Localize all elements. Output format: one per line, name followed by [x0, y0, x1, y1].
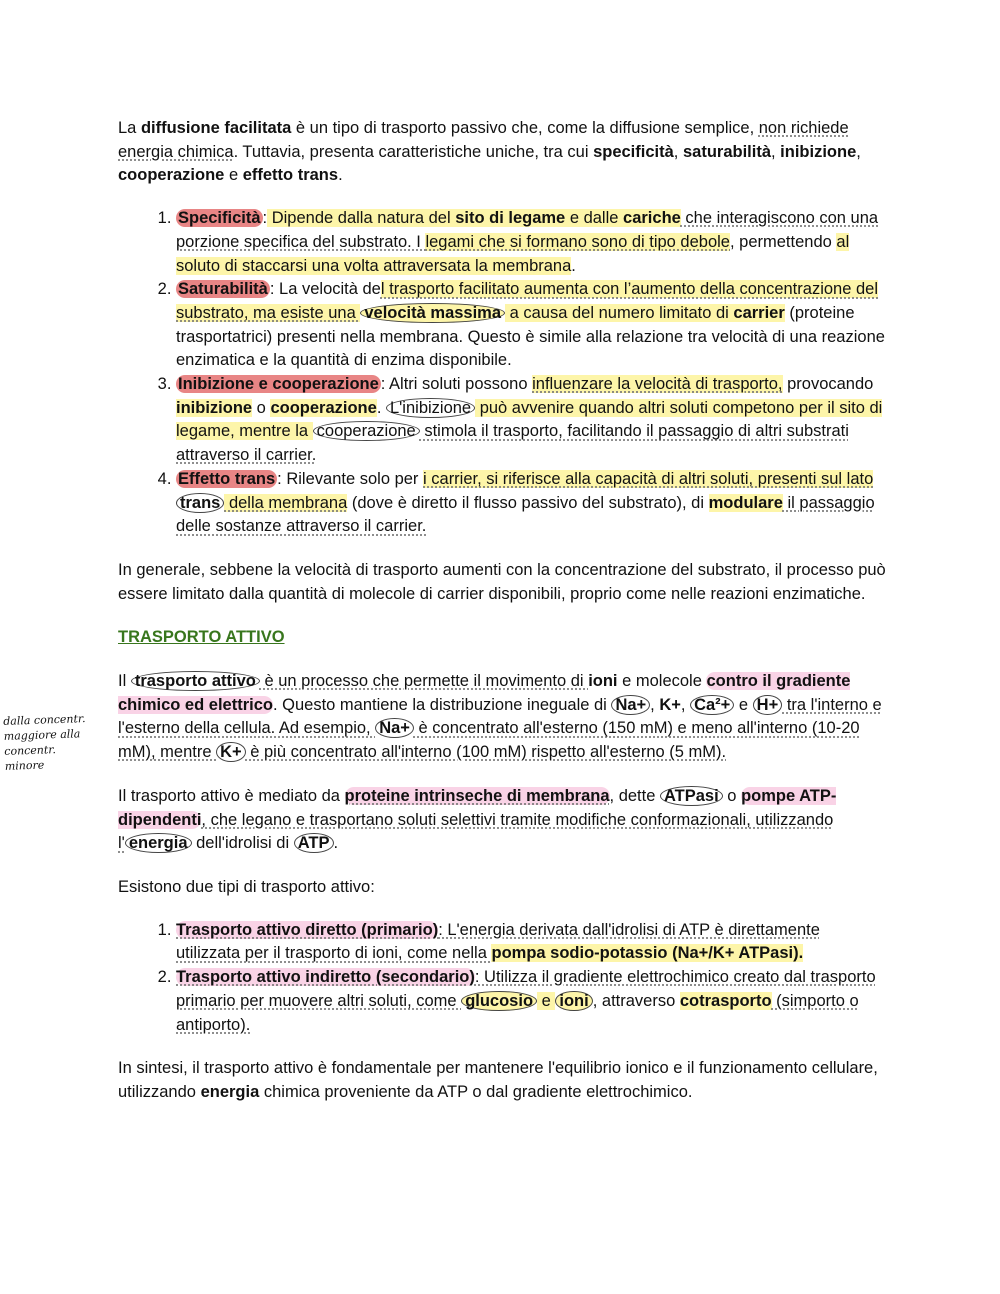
list-item-saturabilita: 2. Saturabilità : La velocità del trasporto facilitato aumenta con l’aumento della concentrazione del substrato, ma esiste una velocità massima a causa del numero limitato di carrier (proteine trasportatrici) presenti nella membrana. Questo è simile alla relazione tra velocità di una reazione enzimatica e la quantità di enzima disponibile. — [176, 278, 888, 373]
document-page — [118, 117, 888, 1105]
section-heading: TRASPORTO ATTIVO — [118, 628, 285, 647]
two-types-paragraph: Esistono due tipi di trasporto attivo: — [118, 877, 375, 896]
handwritten-margin-note — [3, 710, 115, 774]
list-item-secondario: 2. Trasporto attivo indiretto (secondario): Utilizza il gradiente elettrochimico creato dal trasporto primario per muovere altri soluti, come glucosio e ioni , attraverso cotrasporto (simporto o antiporto). — [176, 966, 888, 1037]
list-item-specificita: 1. Specificità : Dipende dalla natura del sito di legame e dalle cariche che interagiscono con una porzione specifica del substrato. I legami che si formano sono di tipo debole, permettendo al soluto di staccarsi una volta attraversata la membrana. — [176, 207, 888, 278]
intro-paragraph: La diffusione facilitata è un tipo di trasporto passivo che, come la diffusione semplice, non richiede energia chimica. Tuttavia, presenta caratteristiche uniche, tra cui specificità, saturabilità, inibizione, cooperazione e effetto trans. — [118, 119, 861, 185]
margin-note-line: dalla concentr. — [3, 712, 86, 728]
general-paragraph: In generale, sebbene la velocità di trasporto aumenti con la concentrazione del substrato, il processo può essere limitato dalla quantità di molecole di carrier disponibili, proprio come nelle reazioni enzimatiche. — [118, 560, 886, 603]
list-item-primario: 1. Trasporto attivo diretto (primario): L'energia derivata dall'idrolisi di ATP è direttamente utilizzata per il trasporto di ioni, come nella pompa sodio-potassio (Na+/K+ ATPasi). — [176, 919, 888, 966]
margin-note-line: maggiore alla — [3, 727, 81, 743]
list-item-effetto-trans: 4. Effetto trans : Rilevante solo per i carrier, si riferisce alla capacità di altri soluti, presenti sul lato trans della membrana (dove è diretto il flusso passivo del substrato), di modulare il passaggio delle sostanze attraverso il carrier. — [176, 468, 888, 539]
mediato-paragraph: Il trasporto attivo è mediato da proteine intrinseche di membrana, dette ATPasi o pompe ATP-dipendenti, che legano e trasportano soluti selettivi tramite modifiche conformazionali, utilizzando l' energia dell'idrolisi di ATP . — [118, 786, 837, 853]
margin-note-line: concentr. — [4, 743, 57, 758]
attivo-paragraph: Il trasporto attivo è un processo che permette il movimento di ioni e molecole contro il gradiente chimico ed elettrico. Questo mantiene la distribuzione ineguale di Na+ , K+, Ca²+ e H+ tra l'interno e l'esterno della cellula. Ad esempio, Na+ è concentrato all'esterno (150 mM) e meno all'interno (10-20 mM), mentre K+ è più concentrato all'interno (100 mM) rispetto all'esterno (5 mM). — [118, 672, 882, 762]
sintesi-paragraph: In sintesi, il trasporto attivo è fondamentale per mantenere l'equilibrio ionico e il funzionamento cellulare, utilizzando energia chimica proveniente da ATP o dal gradiente elettrochimico. — [118, 1059, 878, 1101]
properties-list — [118, 207, 888, 539]
types-list — [118, 919, 888, 1038]
margin-note-line: minore — [4, 758, 45, 773]
list-item-inibizione: 3. Inibizione e cooperazione : Altri soluti possono influenzare la velocità di trasporto, provocando inibizione o cooperazione. L'inibizione può avvenire quando altri soluti competono per il sito di legame, mentre la cooperazione stimola il trasporto, facilitando il passaggio di altri substrati attraverso il carrier. — [176, 373, 888, 468]
